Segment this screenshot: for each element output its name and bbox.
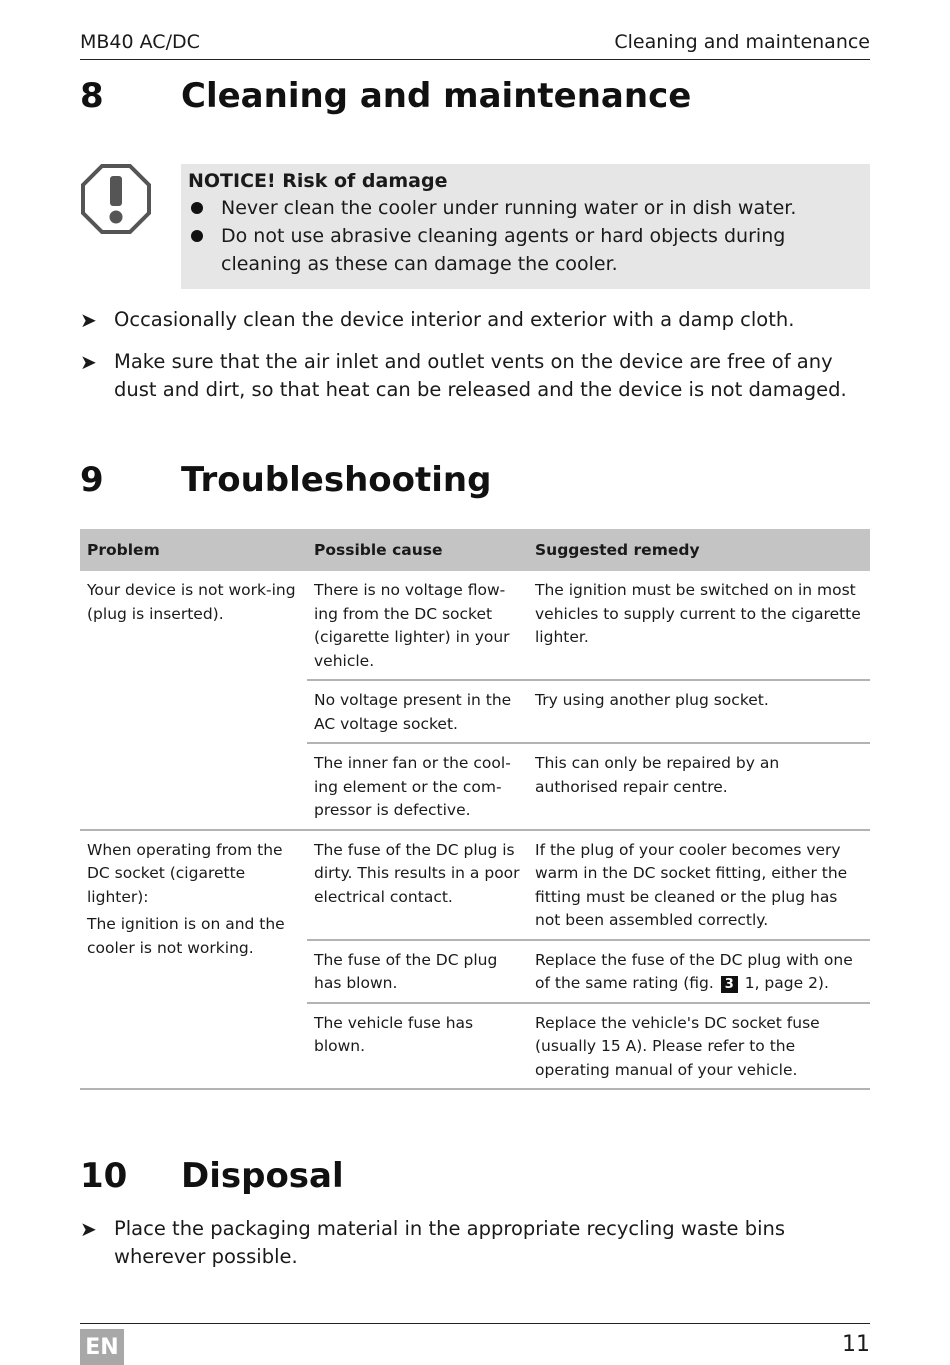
cause-cell: The fuse of the DC plug is dirty. This results in a poor electrical contact.	[307, 830, 528, 940]
section-title: Cleaning and maintenance	[181, 76, 692, 116]
remedy-cell: Replace the vehicle's DC socket fuse (usually 15 A). Please refer to the operating manual of your vehicle.	[528, 1003, 870, 1090]
table-row	[80, 830, 870, 940]
remedy-cell: If the plug of your cooler becomes very warm in the DC socket fitting, either the fitting must be cleaned or the plug has not been assembled correctly.	[528, 830, 870, 940]
cause-cell: The inner fan or the cool-ing element or the com-pressor is defective.	[307, 743, 528, 830]
section-title: Troubleshooting	[181, 460, 492, 500]
cause-cell: The vehicle fuse has blown.	[307, 1003, 528, 1090]
section-8-heading	[80, 76, 691, 116]
instruction-step	[80, 306, 880, 334]
table-row	[80, 571, 870, 680]
table-header-row	[80, 529, 870, 571]
notice-title: NOTICE! Risk of damage	[188, 170, 448, 192]
header-remedy: Suggested remedy	[528, 529, 870, 571]
remedy-text: Replace the fuse of the DC plug with one of the same rating (fig.	[535, 950, 853, 992]
running-header	[80, 28, 870, 60]
figure-reference-badge: 3	[721, 976, 738, 993]
remedy-cell: This can only be repaired by an authorised repair centre.	[528, 743, 870, 830]
notice-list	[188, 194, 862, 278]
section-number: 10	[80, 1156, 128, 1196]
section-9-heading	[80, 460, 491, 500]
problem-cell	[80, 830, 307, 1090]
troubleshooting-table	[80, 529, 870, 1090]
remedy-cell: The ignition must be switched on in most vehicles to supply current to the cigarette lighter.	[528, 571, 870, 680]
arrow-right-icon: ➤	[80, 350, 97, 374]
remedy-cell: Try using another plug socket.	[528, 680, 870, 743]
remedy-cell	[528, 940, 870, 1003]
problem-cell	[80, 571, 307, 830]
header-problem: Problem	[80, 529, 307, 571]
cause-cell: There is no voltage flow-ing from the DC socket (cigarette lighter) in your vehicle.	[307, 571, 528, 680]
cause-cell: The fuse of the DC plug has blown.	[307, 940, 528, 1003]
notice-item: Do not use abrasive cleaning agents or hard objects during cleaning as these can damage the cooler.	[188, 222, 862, 278]
section-10-heading	[80, 1156, 344, 1196]
language-badge: EN	[80, 1329, 124, 1365]
arrow-right-icon: ➤	[80, 1217, 97, 1241]
header-chapter: Cleaning and maintenance	[614, 31, 870, 53]
instruction-step	[80, 348, 880, 404]
header-model: MB40 AC/DC	[80, 31, 200, 53]
problem-text: The ignition is on and the cooler is not working.	[87, 915, 285, 957]
notice-warning-icon	[80, 163, 152, 235]
section-number: 8	[80, 76, 104, 116]
problem-text: Your device is not work-ing (plug is inserted).	[87, 581, 296, 623]
notice-item: Never clean the cooler under running water or in dish water.	[188, 194, 862, 222]
section-title: Disposal	[181, 1156, 344, 1196]
page-footer	[80, 1323, 870, 1365]
cause-cell: No voltage present in the AC voltage socket.	[307, 680, 528, 743]
page-number: 11	[842, 1332, 870, 1357]
problem-text: When operating from the DC socket (cigarette lighter):	[87, 840, 283, 906]
notice-box	[181, 164, 870, 289]
step-text: Place the packaging material in the appropriate recycling waste bins wherever possible.	[114, 1217, 786, 1268]
step-text: Make sure that the air inlet and outlet vents on the device are free of any dust and dirt, so that heat can be released and the device is not damaged.	[114, 350, 847, 401]
arrow-right-icon: ➤	[80, 308, 97, 332]
section-number: 9	[80, 460, 104, 500]
step-text: Occasionally clean the device interior and exterior with a damp cloth.	[114, 308, 795, 331]
header-cause: Possible cause	[307, 529, 528, 571]
remedy-text: 1, page 2).	[744, 974, 829, 992]
instruction-step	[80, 1215, 880, 1271]
